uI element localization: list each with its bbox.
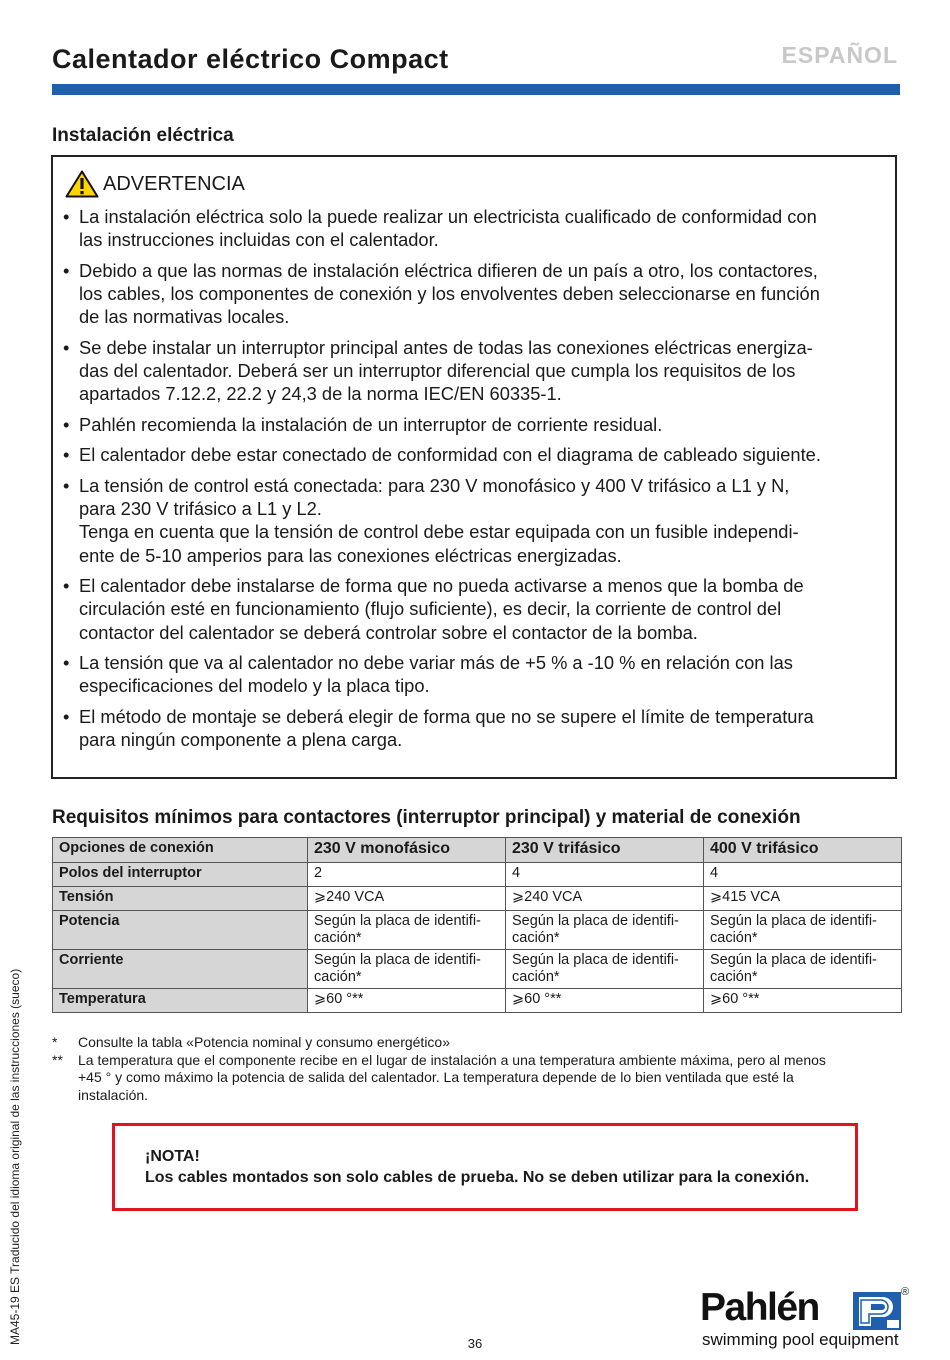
table-cell: Según la placa de identifi- cación*: [704, 911, 902, 950]
warning-item: • El calentador debe instalarse de forma que no pueda activarse a menos que la bomba de circulación esté en funcionamiento (flujo suficiente), es decir, la corriente de control del contactor del calentador se deberá controlar sobre el contactor de la bomba.: [63, 574, 889, 644]
table-cell: 4: [704, 863, 902, 887]
requirements-table: [52, 837, 902, 1013]
warning-box: [51, 155, 897, 779]
language-label: ESPAÑOL: [781, 42, 898, 68]
table-row: [53, 887, 902, 911]
row-label: Corriente: [53, 950, 308, 989]
title-rule: [52, 84, 900, 95]
table-cell: Según la placa de identifi- cación*: [308, 950, 506, 989]
table-header-row: [53, 838, 902, 863]
row-label: Temperatura: [53, 989, 308, 1013]
footnotes: [52, 1034, 882, 1104]
note-text: Los cables montados son solo cables de prueba. No se deben utilizar para la conexión.: [145, 1169, 810, 1186]
table-cell: 4: [506, 863, 704, 887]
warning-item: • Se debe instalar un interruptor principal antes de todas las conexiones eléctricas energiza- das del calentador. Deberá ser un interruptor diferencial que cumpla los requisitos de los apartados 7.12.2, 22.2 y 24,3 de la norma IEC/EN 60335-1.: [63, 336, 889, 406]
footnote-text: Consulte la tabla «Potencia nominal y consumo energético»: [78, 1034, 451, 1050]
table-header-cell: 230 V monofásico: [308, 838, 506, 863]
table-cell: Según la placa de identifi- cación*: [308, 911, 506, 950]
pahlen-p-logo-icon: [853, 1292, 901, 1330]
row-label: Polos del interruptor: [53, 863, 308, 887]
section-heading-requirements: Requisitos mínimos para contactores (interruptor principal) y material de conexión: [52, 807, 801, 828]
brand-tagline: swimming pool equipment: [702, 1330, 899, 1349]
section-heading-electrical-installation: Instalación eléctrica: [52, 125, 234, 146]
warning-item: • La instalación eléctrica solo la puede realizar un electricista cualificado de conformidad con las instrucciones incluidas con el calentador.: [63, 205, 889, 251]
brand-logo: [700, 1286, 915, 1354]
table-header-cell: 400 V trifásico: [704, 838, 902, 863]
warning-item: • El calentador debe estar conectado de conformidad con el diagrama de cableado siguiente.: [63, 443, 889, 466]
footnote: [52, 1052, 882, 1105]
table-row: [53, 911, 902, 950]
warning-title: ADVERTENCIA: [103, 172, 245, 195]
document-reference: MA45-19 ES Traducido del idioma original de las instrucciones (sueco): [8, 968, 22, 1345]
table-row: [53, 989, 902, 1013]
note-title: ¡NOTA!: [145, 1148, 200, 1165]
table-row: [53, 950, 902, 989]
footnote-text: La temperatura que el componente recibe en el lugar de instalación a una temperatura ambiente máxima, pero al menos +45 ° y como máximo la potencia de salida del calentador. La temperatura depende de lo bien ventilada que esté la instalación.: [78, 1051, 826, 1103]
table-cell: Según la placa de identifi- cación*: [506, 911, 704, 950]
warning-list: [63, 205, 889, 759]
table-header-cell: 230 V trifásico: [506, 838, 704, 863]
warning-item: • Pahlén recomienda la instalación de un interruptor de corriente residual.: [63, 413, 889, 436]
footnote: [52, 1034, 882, 1052]
brand-name: Pahlén: [700, 1286, 819, 1329]
page-title: Calentador eléctrico Compact: [52, 44, 449, 74]
table-cell: Según la placa de identifi- cación*: [506, 950, 704, 989]
warning-item: • La tensión que va al calentador no debe variar más de +5 % a -10 % en relación con las especificaciones del modelo y la placa tipo.: [63, 651, 889, 697]
table-cell: ⩾60 °**: [308, 989, 506, 1013]
warning-triangle-icon: [65, 170, 99, 198]
row-label: Tensión: [53, 887, 308, 911]
footnote-mark: **: [52, 1051, 63, 1068]
table-cell: Según la placa de identifi- cación*: [704, 950, 902, 989]
table-cell: 2: [308, 863, 506, 887]
warning-item: • Debido a que las normas de instalación eléctrica difieren de un país a otro, los contactores, los cables, los componentes de conexión y los envolventes deben seleccionarse en función de las normativas locales.: [63, 259, 889, 329]
warning-item: • La tensión de control está conectada: para 230 V monofásico y 400 V trifásico a L1 y N, para 230 V trifásico a L1 y L2. Tenga en cuenta que la tensión de control debe estar equipada con un fusible independi- ente de 5-10 amperios para las conexiones eléctricas energizadas.: [63, 474, 889, 567]
warning-header: [65, 169, 245, 199]
warning-item: • El método de montaje se deberá elegir de forma que no se supere el límite de temperatura para ningún componente a plena carga.: [63, 705, 889, 751]
note-box: [112, 1123, 858, 1211]
row-label: Potencia: [53, 911, 308, 950]
table-cell: ⩾415 VCA: [704, 887, 902, 911]
table-cell: ⩾240 VCA: [308, 887, 506, 911]
table-header-cell: Opciones de conexión: [53, 838, 308, 863]
footnote-mark: *: [52, 1034, 58, 1050]
table-row: [53, 863, 902, 887]
table-cell: ⩾60 °**: [506, 989, 704, 1013]
page-number: 36: [467, 1336, 483, 1351]
table-cell: ⩾60 °**: [704, 989, 902, 1013]
table-cell: ⩾240 VCA: [506, 887, 704, 911]
registered-mark: ®: [901, 1286, 910, 1298]
